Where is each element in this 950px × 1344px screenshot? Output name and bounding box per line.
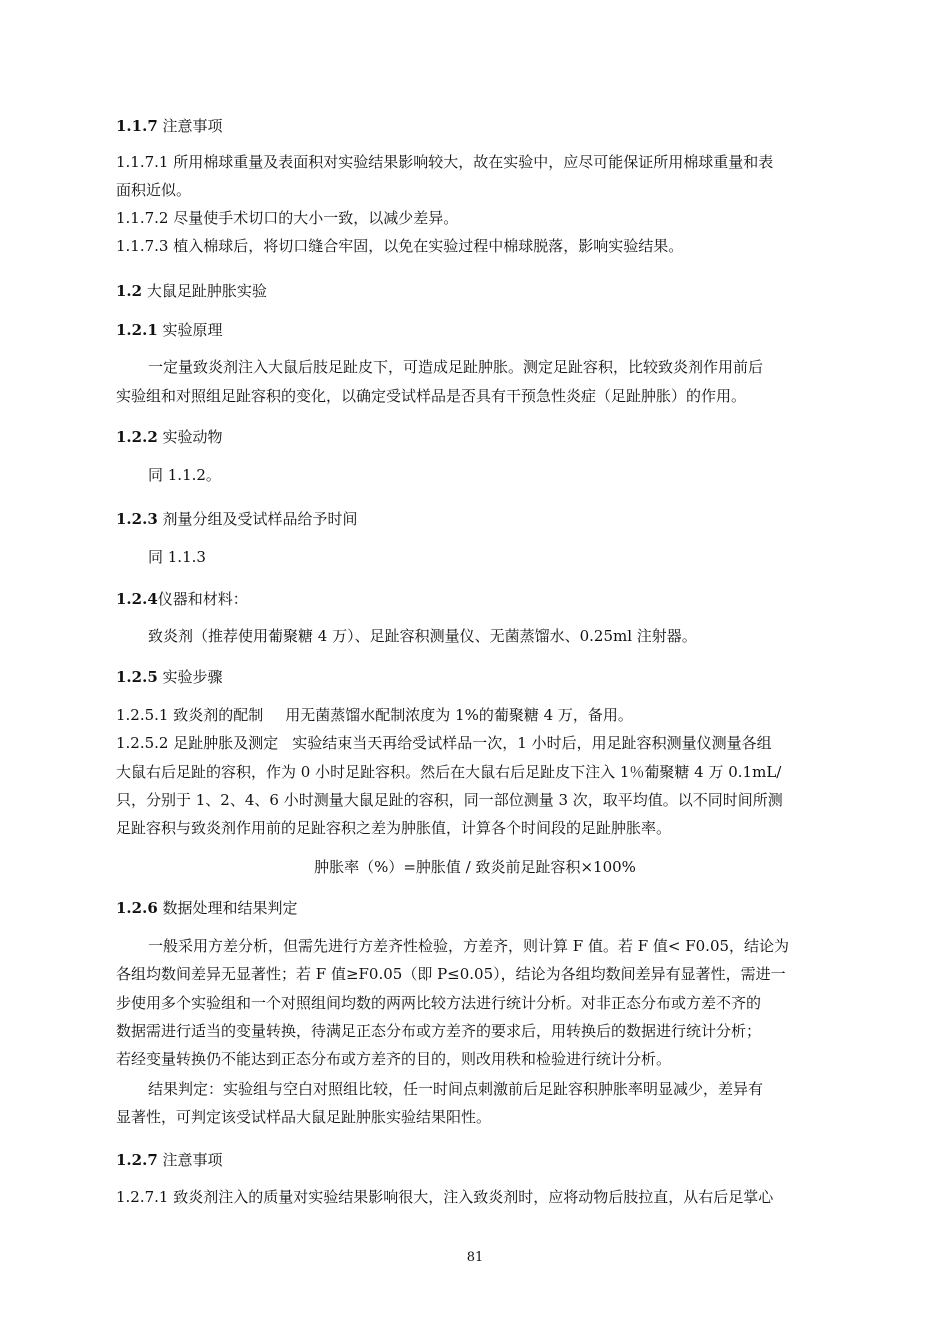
heading-1-2-2 xyxy=(116,427,223,447)
heading-1-2-7 xyxy=(116,1150,223,1170)
formula: 肿胀率（%）=肿胀值 / 致炎前足趾容积×100% xyxy=(314,858,636,876)
heading-1-2-3 xyxy=(116,509,358,529)
section-number: 1.2.2 xyxy=(116,428,158,446)
step-label: 1.2.5.2 足趾肿胀及测定 xyxy=(116,734,279,752)
step-label: 1.2.5.1 致炎剂的配制 xyxy=(116,706,264,724)
section-number: 1.2.5 xyxy=(116,668,158,686)
section-title: 仪器和材料： xyxy=(157,590,248,608)
heading-1-1-7 xyxy=(116,116,223,136)
paragraph-line: 致炎剂（推荐使用葡聚糖 4 万）、足趾容积测量仪、无菌蒸馏水、0.25ml 注射器。 xyxy=(148,627,697,645)
section-title: 实验步骤 xyxy=(162,668,223,686)
paragraph-line: 实验组和对照组足趾容积的变化，以确定受试样品是否具有干预急性炎症（足趾肿胀）的作用。 xyxy=(116,387,747,405)
section-title: 实验动物 xyxy=(162,428,223,446)
heading-1-2-4 xyxy=(116,589,248,609)
section-title: 注意事项 xyxy=(162,1151,223,1169)
section-number: 1.1.7 xyxy=(116,117,158,135)
section-title: 大鼠足趾肿胀实验 xyxy=(146,282,267,300)
paragraph-line xyxy=(116,705,633,725)
paragraph-line: 一定量致炎剂注入大鼠后肢足趾皮下，可造成足趾肿胀。测定足趾容积，比较致炎剂作用前后 xyxy=(148,358,764,376)
paragraph-line: 面积近似。 xyxy=(116,181,192,199)
paragraph-line: 若经变量转换仍不能达到正态分布或方差齐的目的，则改用秩和检验进行统计分析。 xyxy=(116,1050,672,1068)
paragraph-line: 显著性，可判定该受试样品大鼠足趾肿胀实验结果阳性。 xyxy=(116,1108,492,1126)
heading-1-2 xyxy=(116,281,267,301)
section-number: 1.2 xyxy=(116,282,143,300)
paragraph-line: 各组均数间差异无显著性；若 F 值≥F0.05（即 P≤0.05），结论为各组均数间差异有显著性，需进一 xyxy=(116,965,786,983)
paragraph-line: 大鼠右后足趾的容积，作为 0 小时足趾容积。然后在大鼠右后足趾皮下注入 1％葡聚糖 4 万 0.1mL/ xyxy=(116,763,782,781)
heading-1-2-6 xyxy=(116,898,298,918)
heading-1-2-1 xyxy=(116,320,223,340)
paragraph-line: 同 1.1.3 xyxy=(148,548,206,566)
paragraph-line: 结果判定：实验组与空白对照组比较，任一时间点刺激前后足趾容积肿胀率明显减少，差异有 xyxy=(148,1080,764,1098)
paragraph-line: 足趾容积与致炎剂作用前的足趾容积之差为肿胀值，计算各个时间段的足趾肿胀率。 xyxy=(116,819,672,837)
paragraph-line: 1.1.7.1 所用棉球重量及表面积对实验结果影响较大，故在实验中，应尽可能保证所用棉球重量和表 xyxy=(116,153,774,171)
paragraph-line: 1.1.7.2 尽量使手术切口的大小一致，以减少差异。 xyxy=(116,209,459,227)
section-title: 实验原理 xyxy=(162,321,223,339)
section-title: 剂量分组及受试样品给予时间 xyxy=(162,510,358,528)
step-text: 实验结束当天再给受试样品一次，1 小时后，用足趾容积测量仪测量各组 xyxy=(292,734,772,752)
section-number: 1.2.6 xyxy=(116,899,158,917)
paragraph-line xyxy=(116,733,772,753)
heading-1-2-5 xyxy=(116,667,223,687)
paragraph-line: 1.2.7.1 致炎剂注入的质量对实验结果影响很大，注入致炎剂时，应将动物后肢拉直，从右后足掌心 xyxy=(116,1188,774,1206)
section-title: 注意事项 xyxy=(162,117,223,135)
section-number: 1.2.4 xyxy=(116,590,158,608)
section-number: 1.2.1 xyxy=(116,321,158,339)
paragraph-line: 同 1.1.2。 xyxy=(148,466,221,484)
section-number: 1.2.7 xyxy=(116,1151,158,1169)
step-text: 用无菌蒸馏水配制浓度为 1%的葡聚糖 4 万，备用。 xyxy=(285,706,633,724)
paragraph-line: 数据需进行适当的变量转换，待满足正态分布或方差齐的要求后，用转换后的数据进行统计分析； xyxy=(116,1022,762,1040)
paragraph-line: 只，分别于 1、2、4、6 小时测量大鼠足趾的容积，同一部位测量 3 次，取平均值。以不同时间所测 xyxy=(116,791,783,809)
paragraph-line: 一般采用方差分析，但需先进行方差齐性检验，方差齐，则计算 F 值。若 F 值< F0.05，结论为 xyxy=(148,937,790,955)
paragraph-line: 1.1.7.3 植入棉球后，将切口缝合牢固，以免在实验过程中棉球脱落，影响实验结果。 xyxy=(116,237,684,255)
section-title: 数据处理和结果判定 xyxy=(162,899,298,917)
page-number: 81 xyxy=(466,1250,484,1265)
section-number: 1.2.3 xyxy=(116,510,158,528)
paragraph-line: 步使用多个实验组和一个对照组间均数的两两比较方法进行统计分析。对非正态分布或方差不齐的 xyxy=(116,994,762,1012)
